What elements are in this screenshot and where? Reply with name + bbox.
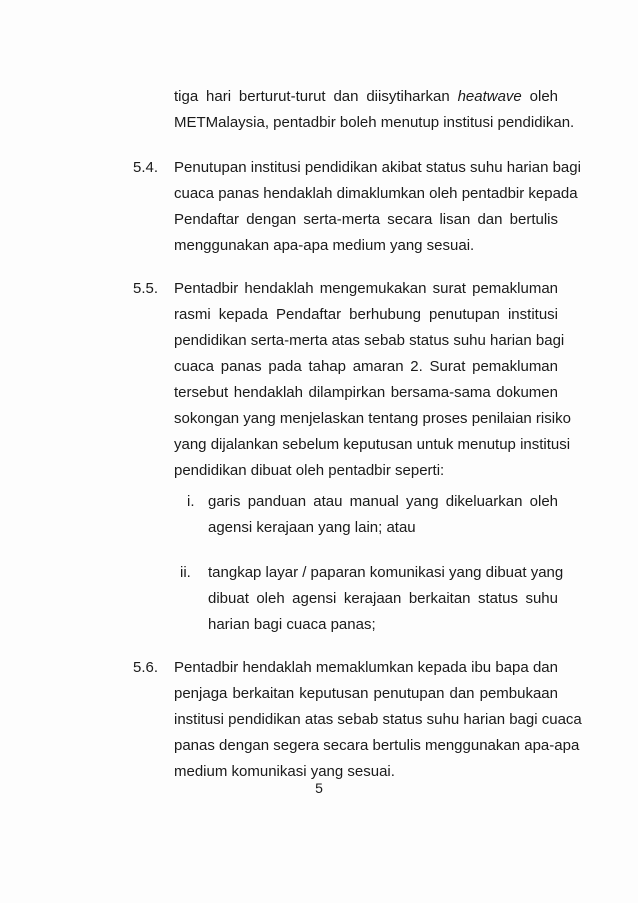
intro-line-1 [174,84,558,110]
section-5-5-line: Pentadbir hendaklah mengemukakan surat pemakluman [174,280,558,297]
section-number-5-6: 5.6. [133,659,159,676]
section-5-6-line: penjaga berkaitan keputusan penutupan dan pembukaan [174,685,558,702]
section-5-4-line: cuaca panas hendaklah dimaklumkan oleh pentadbir kepada [174,185,578,202]
section-5-6-paragraph [174,655,582,785]
section-5-6-line: panas dengan segera secara bertulis menggunakan apa-apa [174,737,580,754]
section-5-6-line: medium komunikasi yang sesuai. [174,763,395,780]
list-item-line: garis panduan atau manual yang dikeluarkan oleh [208,493,558,510]
intro-italic-term: heatwave [457,88,522,105]
section-5-5-line: sokongan yang menjelaskan tentang proses penilaian risiko [174,410,571,427]
list-marker-i: i. [187,493,195,510]
section-5-4-paragraph [174,155,581,259]
section-number-5-5: 5.5. [133,280,159,297]
list-item-i [208,489,558,541]
list-item-line: agensi kerajaan yang lain; atau [208,519,416,536]
section-5-5-line: tersebut hendaklah dilampirkan bersama-sama dokumen [174,384,558,401]
intro-line-2: METMalaysia, pentadbir boleh menutup institusi pendidikan. [174,114,575,131]
section-5-4-line: Pendaftar dengan serta-merta secara lisan dan bertulis [174,211,558,228]
section-5-5-line: pendidikan serta-merta atas sebab status suhu harian bagi [174,332,565,349]
section-5-4-line: menggunakan apa-apa medium yang sesuai. [174,237,475,254]
page-number: 5 [315,780,323,796]
list-marker-ii: ii. [180,564,191,581]
intro-text-before: tiga hari berturut-turut dan diisytiharkan [174,88,450,105]
section-number-5-4: 5.4. [133,159,159,176]
section-5-6-line: institusi pendidikan atas sebab status suhu harian bagi cuaca [174,711,582,728]
section-5-5-paragraph [174,276,571,484]
section-5-6-line: Pentadbir hendaklah memaklumkan kepada ibu bapa dan [174,659,558,676]
section-5-5-line: cuaca panas pada tahap amaran 2. Surat pemakluman [174,358,558,375]
section-5-4-line: Penutupan institusi pendidikan akibat status suhu harian bagi [174,159,581,176]
intro-paragraph [174,84,575,136]
list-item-line: tangkap layar / paparan komunikasi yang dibuat yang [208,564,564,581]
section-5-5-line: rasmi kepada Pendaftar berhubung penutupan institusi [174,306,558,323]
section-5-5-line: yang dijalankan sebelum keputusan untuk menutup institusi [174,436,571,453]
intro-text-after: oleh [529,88,558,105]
section-5-5-line: pendidikan dibuat oleh pentadbir seperti: [174,462,445,479]
list-item-ii [208,560,564,638]
list-item-line: harian bagi cuaca panas; [208,616,376,633]
list-item-line: dibuat oleh agensi kerajaan berkaitan status suhu [208,590,558,607]
